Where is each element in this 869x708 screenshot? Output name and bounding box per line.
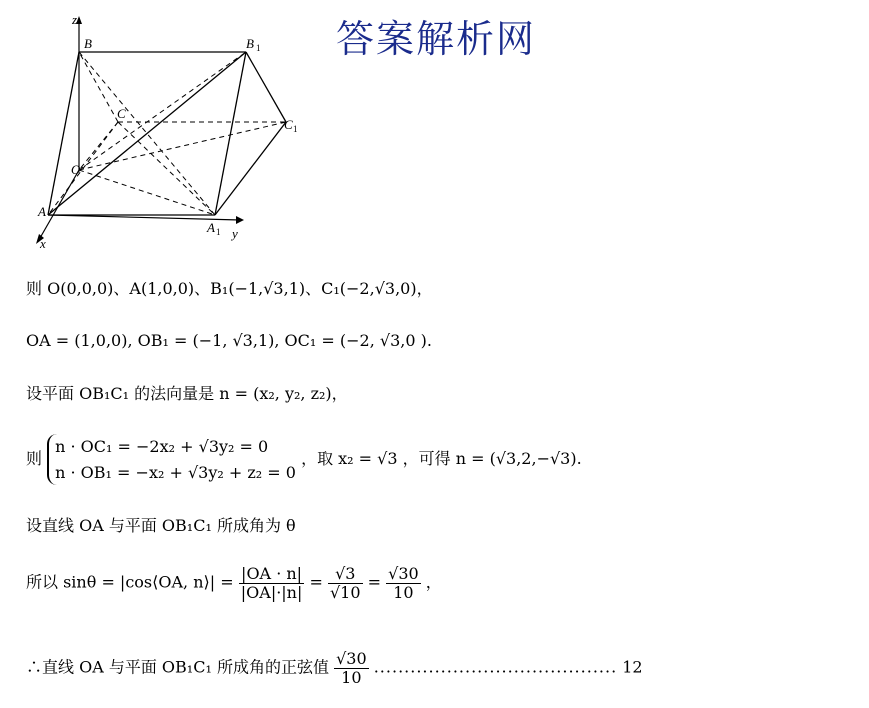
- sine-prefix: 所以 sinθ = |cos⟨OA, n⟩| =: [26, 572, 234, 592]
- system-line: [26, 434, 582, 485]
- label-z: z: [72, 12, 78, 27]
- coordinates-line: 则 O(0,0,0)、A(1,0,0)、B₁(−1,√3,1)、C₁(−2,√3,0)，: [26, 279, 433, 298]
- label-c1: C: [284, 117, 293, 132]
- label-c: C: [117, 106, 126, 121]
- label-o: O: [71, 162, 81, 177]
- normal-vector-line: 设平面 OB₁C₁ 的法向量是 n = (x₂, y₂, z₂)，: [26, 384, 348, 403]
- solid-edges: [48, 52, 286, 215]
- fraction-3: [386, 565, 421, 601]
- equals-2: =: [367, 572, 382, 592]
- system-result: ，取 x₂ = √3 ，可得 n = (√3,2,−√3).: [301, 449, 582, 469]
- fraction-2: [328, 565, 363, 601]
- fraction-1-den: |OA|·|n|: [240, 582, 303, 602]
- label-a1-sub: 1: [216, 227, 221, 237]
- label-a1: A: [207, 220, 215, 235]
- score: 12: [622, 657, 643, 677]
- equals-1: =: [309, 572, 323, 592]
- equation-system: [47, 434, 296, 485]
- label-a: A: [38, 204, 46, 219]
- label-b1: B: [246, 36, 254, 51]
- angle-definition-line: 设直线 OA 与平面 OB₁C₁ 所成角为 θ: [26, 516, 296, 535]
- conclusion-prefix: ∴直线 OA 与平面 OB₁C₁ 所成角的正弦值: [26, 657, 329, 677]
- conclusion-fraction-den: 10: [341, 667, 362, 687]
- leader-dots: ........................................: [373, 657, 618, 677]
- label-y: y: [232, 226, 238, 241]
- label-x: x: [40, 236, 46, 250]
- label-b: B: [84, 36, 92, 51]
- fraction-2-den: √10: [329, 582, 361, 602]
- label-b1-sub: 1: [256, 43, 261, 53]
- fraction-3-den: 10: [393, 582, 414, 602]
- conclusion-fraction-num: √30: [336, 649, 367, 668]
- equation-1: n · OC₁ = −2x₂ + √3y₂ = 0: [55, 437, 269, 456]
- label-c1-sub: 1: [293, 124, 298, 134]
- dashed-edges: [48, 52, 286, 215]
- vectors-line: OA = (1,0,0), OB₁ = (−1, √3,1), OC₁ = (−2, √3,0 ).: [26, 331, 432, 350]
- fraction-1: [239, 565, 305, 601]
- fraction-2-num: √3: [328, 565, 363, 584]
- watermark: 答案解析网: [336, 17, 537, 61]
- conclusion-fraction: [334, 650, 369, 686]
- system-prefix: 则: [26, 449, 43, 469]
- equation-2: n · OB₁ = −x₂ + √3y₂ + z₂ = 0: [55, 462, 296, 482]
- fraction-1-num: |OA · n|: [239, 565, 305, 584]
- sine-end: ，: [425, 572, 442, 592]
- conclusion-line: [26, 650, 643, 686]
- fraction-3-num: √30: [388, 564, 419, 583]
- geometry-figure: [18, 10, 298, 250]
- sine-computation-line: [26, 565, 442, 601]
